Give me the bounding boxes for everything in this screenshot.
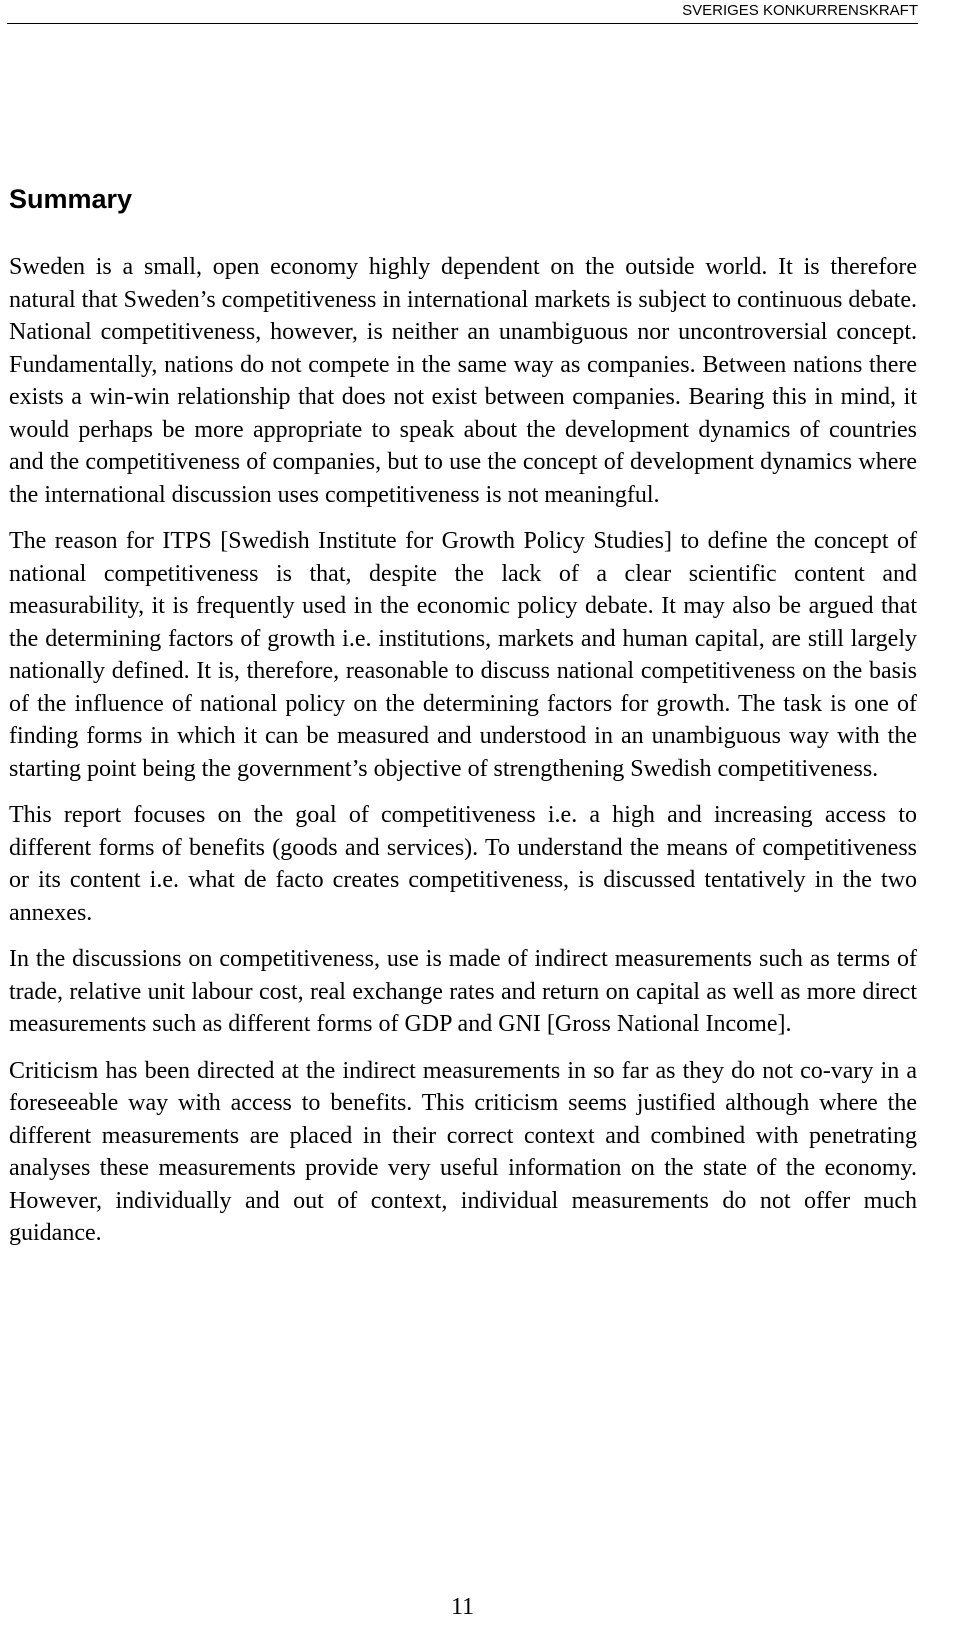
running-header <box>7 0 918 24</box>
paragraph-criticism: Criticism has been directed at the indirect measurements in so far as they do not co-vary in a foreseeable way with access to benefits. This criticism seems justified although where the different measurements are placed in their correct context and combined with penetrating analyses these measurements provide very useful information on the state of the economy. However, individually and out of context, individual measurements do not offer much guidance. <box>9 1057 917 1246</box>
section-title: Summary <box>9 184 133 214</box>
paragraph-itps-reason: The reason for ITPS [Swedish Institute for Growth Policy Studies] to define the concept of national competitiveness is that, despite the lack of a clear scientific content and measurability, it is frequently used in the economic policy debate. It may also be argued that the determining factors of growth i.e. institutions, markets and human capital, are still largely nationally defined. It is, therefore, reasonable to discuss national competitiveness on the basis of the influence of national policy on the determining factors for growth. The task is one of finding forms in which it can be measured and understood in an unambiguous way with the starting point being the government’s objective of strengthening Swedish competitiveness. <box>9 528 917 782</box>
paragraph-intro: Sweden is a small, open economy highly dependent on the outside world. It is therefore natural that Sweden’s competitiveness in international markets is subject to continuous debate. National competitiveness, however, is neither an unambiguous nor uncontroversial concept. Fundamentally, nations do not compete in the same way as companies. Between nations there exists a win-win relationship that does not exist between companies. Bearing this in mind, it would perhaps be more appropriate to speak about the development dynamics of countries and the competitiveness of companies, but to use the concept of development dynamics where the international discussion uses competitiveness is not meaningful. <box>9 254 917 508</box>
body-text <box>9 251 917 1264</box>
running-header-title: SVERIGES KONKURRENSKRAFT <box>682 2 918 19</box>
paragraph-measurements: In the discussions on competitiveness, use is made of indirect measurements such as terms of trade, relative unit labour cost, real exchange rates and return on capital as well as more direct measurements such as different forms of GDP and GNI [Gross National Income]. <box>9 946 917 1037</box>
page-number: 11 <box>450 1594 475 1620</box>
paragraph-report-focus: This report focuses on the goal of competitiveness i.e. a high and increasing access to different forms of benefits (goods and services). To understand the means of competitiveness or its content i.e. what de facto creates competitiveness, is discussed tentatively in the two annexes. <box>9 802 917 926</box>
